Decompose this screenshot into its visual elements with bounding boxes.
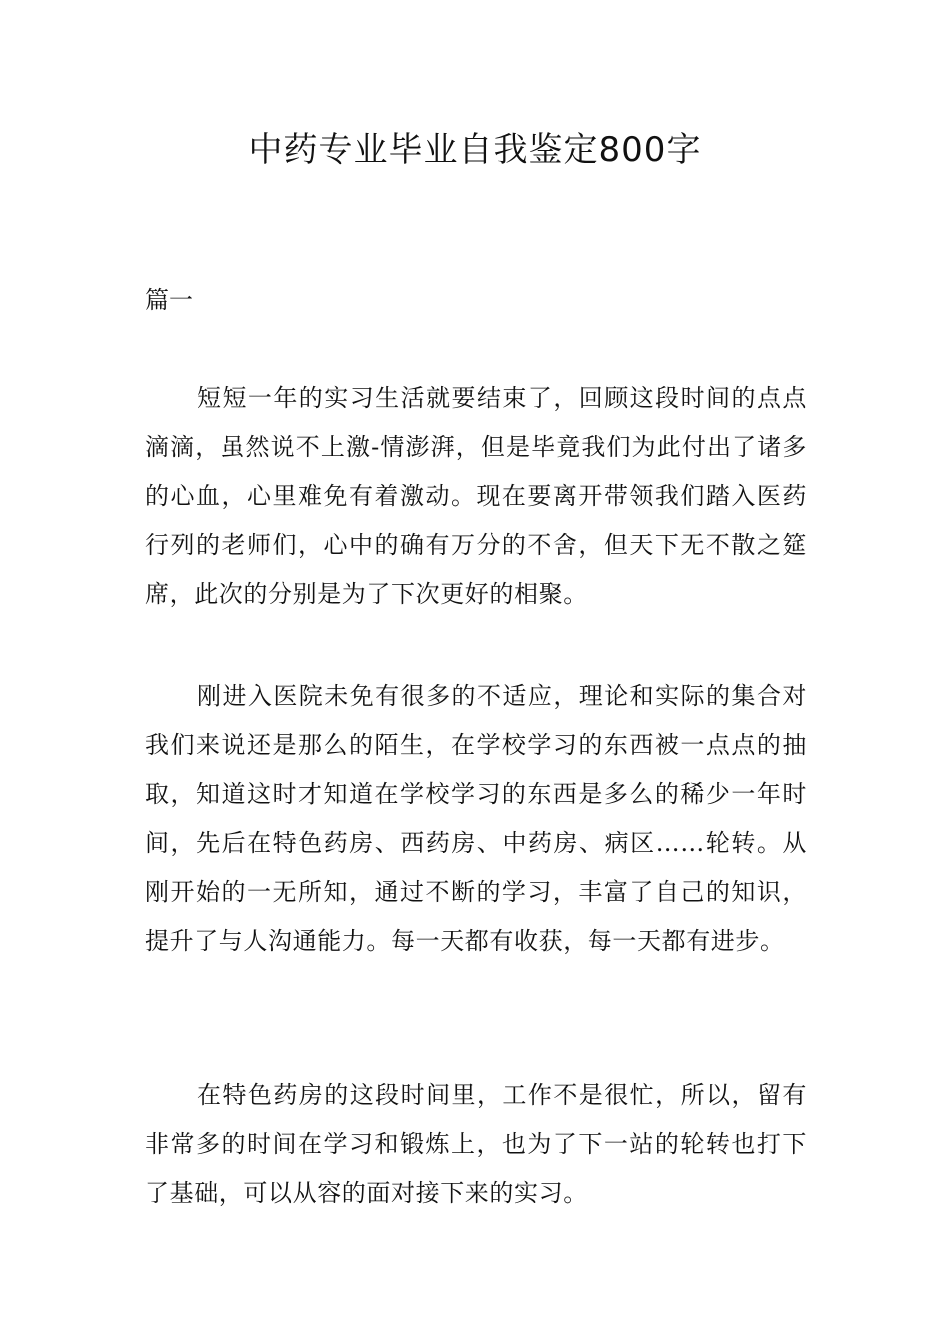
paragraph-2: 刚进入医院未免有很多的不适应，理论和实际的集合对我们来说还是那么的陌生，在学校学习的东西被一点点的抽取，知道这时才知道在学校学习的东西是多么的稀少一年时间，先后在特色药房、西药房、中药房、病区……轮转。从刚开始的一无所知，通过不断的学习，丰富了自己的知识，提升了与人沟通能力。每一天都有收获，每一天都有进步。: [145, 682, 807, 955]
section-heading: 篇一: [145, 286, 193, 314]
paragraph-1: 短短一年的实习生活就要结束了，回顾这段时间的点点滴滴，虽然说不上激-情澎湃，但是毕竟我们为此付出了诸多的心血，心里难免有着激动。现在要离开带领我们踏入医药行列的老师们，心中的确有万分的不舍，但天下无不散之筵席，此次的分别是为了下次更好的相聚。: [145, 384, 807, 608]
document-title: 中药专业毕业自我鉴定800字: [248, 130, 702, 170]
paragraph-3: 在特色药房的这段时间里，工作不是很忙，所以，留有非常多的时间在学习和锻炼上，也为了下一站的轮转也打下了基础，可以从容的面对接下来的实习。: [145, 1081, 807, 1207]
